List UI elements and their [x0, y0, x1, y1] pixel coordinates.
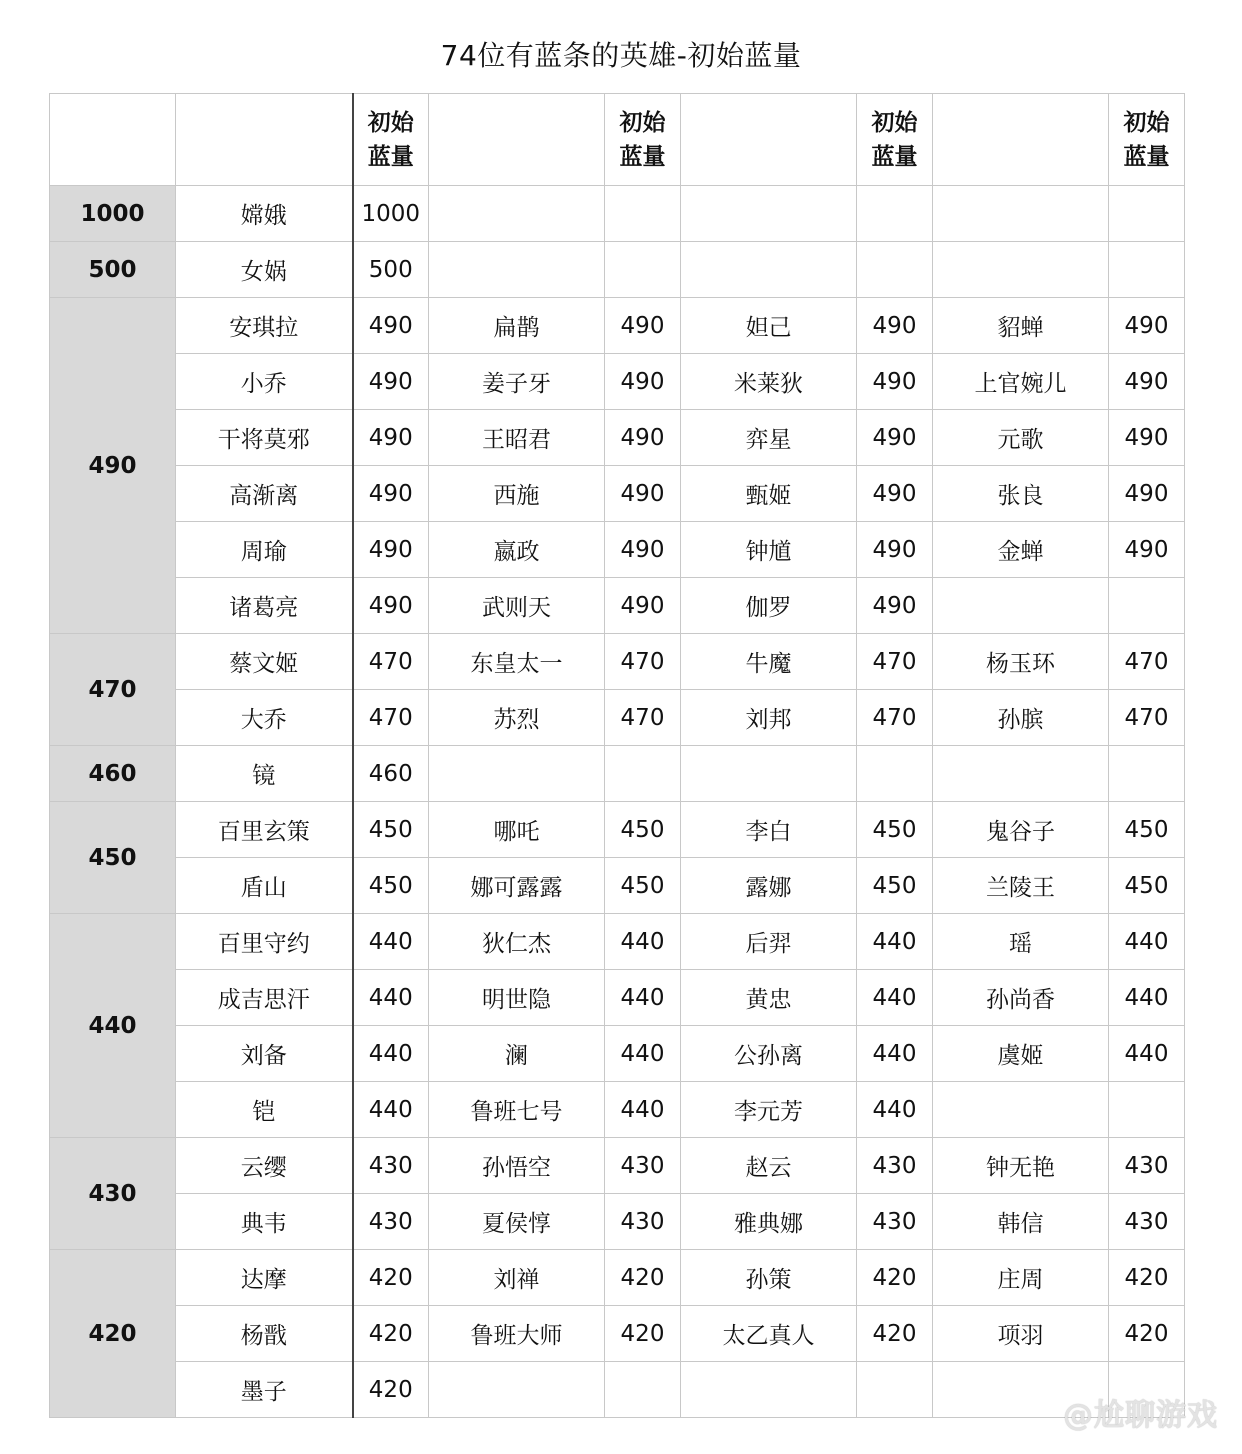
hero-name: 雅典娜 [681, 1194, 857, 1250]
hero-mana [857, 242, 933, 298]
table-row [50, 746, 1185, 802]
header-initial-mana: 初始 蓝量 [857, 94, 933, 186]
hero-mana [1109, 186, 1185, 242]
header-blank [429, 94, 605, 186]
hero-mana: 490 [353, 522, 429, 578]
table-row [50, 410, 1185, 466]
hero-name: 太乙真人 [681, 1306, 857, 1362]
hero-name: 鲁班大师 [429, 1306, 605, 1362]
mana-level-label: 1000 [50, 186, 176, 242]
table-row [50, 1306, 1185, 1362]
hero-mana: 450 [1109, 802, 1185, 858]
hero-name: 娜可露露 [429, 858, 605, 914]
hero-name: 刘邦 [681, 690, 857, 746]
hero-name: 孙悟空 [429, 1138, 605, 1194]
hero-name: 诸葛亮 [176, 578, 353, 634]
hero-name [681, 186, 857, 242]
table-row [50, 1362, 1185, 1418]
hero-mana: 450 [605, 858, 681, 914]
table-row [50, 690, 1185, 746]
hero-name: 李白 [681, 802, 857, 858]
hero-mana: 460 [353, 746, 429, 802]
hero-name: 夏侯惇 [429, 1194, 605, 1250]
hero-mana: 470 [857, 690, 933, 746]
hero-name: 狄仁杰 [429, 914, 605, 970]
hero-mana [1109, 746, 1185, 802]
hero-name: 嬴政 [429, 522, 605, 578]
hero-name: 哪吒 [429, 802, 605, 858]
hero-name: 妲己 [681, 298, 857, 354]
hero-mana: 450 [353, 802, 429, 858]
hero-mana: 490 [857, 522, 933, 578]
hero-name: 干将莫邪 [176, 410, 353, 466]
hero-name [429, 186, 605, 242]
table-row [50, 578, 1185, 634]
hero-name: 蔡文姬 [176, 634, 353, 690]
hero-mana: 430 [1109, 1194, 1185, 1250]
hero-name: 钟无艳 [933, 1138, 1109, 1194]
hero-mana: 450 [857, 802, 933, 858]
hero-name: 牛魔 [681, 634, 857, 690]
hero-mana: 440 [1109, 914, 1185, 970]
hero-name [681, 242, 857, 298]
hero-name [933, 186, 1109, 242]
mana-table [49, 93, 1185, 1418]
hero-name: 元歌 [933, 410, 1109, 466]
hero-mana: 500 [353, 242, 429, 298]
hero-name: 貂蝉 [933, 298, 1109, 354]
hero-name: 甄姬 [681, 466, 857, 522]
hero-name: 庄周 [933, 1250, 1109, 1306]
hero-mana: 490 [605, 522, 681, 578]
hero-name: 杨玉环 [933, 634, 1109, 690]
hero-name: 安琪拉 [176, 298, 353, 354]
hero-mana: 430 [857, 1138, 933, 1194]
header-initial-mana: 初始 蓝量 [1109, 94, 1185, 186]
hero-name: 鲁班七号 [429, 1082, 605, 1138]
hero-name [429, 746, 605, 802]
hero-name: 姜子牙 [429, 354, 605, 410]
hero-name: 达摩 [176, 1250, 353, 1306]
hero-mana: 490 [1109, 466, 1185, 522]
hero-mana: 490 [605, 578, 681, 634]
hero-mana [1109, 1082, 1185, 1138]
hero-mana: 440 [605, 1026, 681, 1082]
header-initial-mana: 初始 蓝量 [605, 94, 681, 186]
table-row [50, 1194, 1185, 1250]
hero-name: 苏烈 [429, 690, 605, 746]
table-row [50, 1082, 1185, 1138]
hero-mana: 440 [353, 1026, 429, 1082]
hero-name: 刘备 [176, 1026, 353, 1082]
mana-level-label: 430 [50, 1138, 176, 1250]
hero-name: 张良 [933, 466, 1109, 522]
hero-name: 王昭君 [429, 410, 605, 466]
hero-mana: 490 [857, 354, 933, 410]
hero-mana [857, 186, 933, 242]
table-row [50, 914, 1185, 970]
hero-mana: 490 [1109, 522, 1185, 578]
hero-name: 孙策 [681, 1250, 857, 1306]
hero-mana: 470 [353, 690, 429, 746]
hero-name: 大乔 [176, 690, 353, 746]
hero-mana: 430 [605, 1194, 681, 1250]
hero-name: 李元芳 [681, 1082, 857, 1138]
hero-name: 周瑜 [176, 522, 353, 578]
hero-mana: 1000 [353, 186, 429, 242]
mana-level-label: 490 [50, 298, 176, 634]
hero-name: 百里玄策 [176, 802, 353, 858]
table-row [50, 466, 1185, 522]
hero-name: 女娲 [176, 242, 353, 298]
hero-name: 弈星 [681, 410, 857, 466]
mana-level-label: 470 [50, 634, 176, 746]
header-blank [176, 94, 353, 186]
hero-name [429, 1362, 605, 1418]
hero-name: 铠 [176, 1082, 353, 1138]
hero-mana: 430 [353, 1194, 429, 1250]
hero-name: 项羽 [933, 1306, 1109, 1362]
hero-mana: 490 [353, 298, 429, 354]
hero-mana: 420 [857, 1306, 933, 1362]
hero-name: 东皇太一 [429, 634, 605, 690]
hero-name: 金蝉 [933, 522, 1109, 578]
header-row [50, 94, 1185, 186]
mana-level-label: 450 [50, 802, 176, 914]
hero-name: 西施 [429, 466, 605, 522]
hero-mana: 430 [857, 1194, 933, 1250]
hero-name [681, 746, 857, 802]
hero-name: 澜 [429, 1026, 605, 1082]
hero-mana: 470 [605, 634, 681, 690]
table-row [50, 634, 1185, 690]
hero-mana: 490 [1109, 298, 1185, 354]
hero-mana: 440 [1109, 1026, 1185, 1082]
table-row [50, 354, 1185, 410]
hero-name: 杨戬 [176, 1306, 353, 1362]
hero-mana: 490 [605, 410, 681, 466]
table-row [50, 186, 1185, 242]
table-row [50, 970, 1185, 1026]
hero-name: 典韦 [176, 1194, 353, 1250]
hero-mana: 490 [353, 466, 429, 522]
hero-mana: 440 [857, 914, 933, 970]
hero-name: 盾山 [176, 858, 353, 914]
mana-level-label: 500 [50, 242, 176, 298]
hero-mana: 470 [857, 634, 933, 690]
hero-mana: 420 [353, 1250, 429, 1306]
table-row [50, 242, 1185, 298]
hero-name: 钟馗 [681, 522, 857, 578]
hero-name: 伽罗 [681, 578, 857, 634]
watermark: @尬聊游戏 [1063, 1398, 1218, 1433]
table-row [50, 298, 1185, 354]
hero-name: 后羿 [681, 914, 857, 970]
hero-mana: 420 [605, 1250, 681, 1306]
hero-name: 上官婉儿 [933, 354, 1109, 410]
table-row [50, 858, 1185, 914]
hero-name: 瑶 [933, 914, 1109, 970]
hero-mana: 470 [605, 690, 681, 746]
header-blank [933, 94, 1109, 186]
hero-name: 露娜 [681, 858, 857, 914]
hero-mana [1109, 578, 1185, 634]
hero-name: 刘禅 [429, 1250, 605, 1306]
hero-mana: 490 [353, 354, 429, 410]
hero-name: 兰陵王 [933, 858, 1109, 914]
hero-name [933, 242, 1109, 298]
header-blank [681, 94, 857, 186]
hero-mana: 440 [857, 1082, 933, 1138]
hero-mana: 450 [605, 802, 681, 858]
hero-mana: 440 [353, 1082, 429, 1138]
hero-mana: 490 [605, 466, 681, 522]
hero-name: 成吉思汗 [176, 970, 353, 1026]
hero-mana: 470 [1109, 634, 1185, 690]
hero-mana: 440 [857, 970, 933, 1026]
hero-name: 赵云 [681, 1138, 857, 1194]
table-row [50, 1026, 1185, 1082]
hero-mana: 440 [353, 914, 429, 970]
hero-mana [1109, 242, 1185, 298]
hero-name: 武则天 [429, 578, 605, 634]
hero-mana: 450 [857, 858, 933, 914]
hero-mana [857, 746, 933, 802]
hero-mana: 490 [857, 298, 933, 354]
hero-name: 墨子 [176, 1362, 353, 1418]
hero-name: 韩信 [933, 1194, 1109, 1250]
hero-mana: 490 [1109, 410, 1185, 466]
mana-level-label: 420 [50, 1250, 176, 1418]
hero-name: 米莱狄 [681, 354, 857, 410]
hero-mana: 470 [353, 634, 429, 690]
hero-name: 孙尚香 [933, 970, 1109, 1026]
hero-mana: 430 [353, 1138, 429, 1194]
hero-name: 孙膑 [933, 690, 1109, 746]
hero-name: 小乔 [176, 354, 353, 410]
hero-mana [605, 1362, 681, 1418]
hero-mana: 450 [353, 858, 429, 914]
hero-mana: 420 [605, 1306, 681, 1362]
mana-level-label: 440 [50, 914, 176, 1138]
hero-name: 黄忠 [681, 970, 857, 1026]
table-row [50, 1138, 1185, 1194]
hero-name: 高渐离 [176, 466, 353, 522]
hero-name [681, 1362, 857, 1418]
hero-mana: 440 [353, 970, 429, 1026]
table-row [50, 1250, 1185, 1306]
hero-name: 明世隐 [429, 970, 605, 1026]
hero-mana: 490 [605, 298, 681, 354]
hero-name [429, 242, 605, 298]
hero-mana: 420 [857, 1250, 933, 1306]
hero-name: 云缨 [176, 1138, 353, 1194]
hero-name [933, 746, 1109, 802]
hero-name: 鬼谷子 [933, 802, 1109, 858]
hero-mana: 430 [605, 1138, 681, 1194]
hero-name: 嫦娥 [176, 186, 353, 242]
page-title: 74位有蓝条的英雄-初始蓝量 [440, 39, 802, 72]
hero-mana: 420 [1109, 1250, 1185, 1306]
hero-mana: 440 [1109, 970, 1185, 1026]
hero-mana: 440 [605, 970, 681, 1026]
hero-mana: 450 [1109, 858, 1185, 914]
hero-mana [605, 746, 681, 802]
hero-name [933, 578, 1109, 634]
header-blank [50, 94, 176, 186]
hero-mana [605, 242, 681, 298]
hero-mana: 490 [857, 466, 933, 522]
hero-mana: 470 [1109, 690, 1185, 746]
hero-name: 镜 [176, 746, 353, 802]
hero-mana: 490 [353, 410, 429, 466]
hero-name: 虞姬 [933, 1026, 1109, 1082]
hero-mana [857, 1362, 933, 1418]
hero-mana: 420 [353, 1306, 429, 1362]
hero-mana: 490 [605, 354, 681, 410]
hero-mana: 440 [857, 1026, 933, 1082]
hero-mana: 420 [1109, 1306, 1185, 1362]
hero-mana: 490 [857, 578, 933, 634]
hero-mana: 420 [353, 1362, 429, 1418]
hero-name [933, 1082, 1109, 1138]
table-row [50, 522, 1185, 578]
hero-mana: 490 [353, 578, 429, 634]
hero-mana: 440 [605, 914, 681, 970]
hero-name: 公孙离 [681, 1026, 857, 1082]
table-row [50, 802, 1185, 858]
mana-level-label: 460 [50, 746, 176, 802]
hero-name: 百里守约 [176, 914, 353, 970]
hero-mana: 430 [1109, 1138, 1185, 1194]
hero-mana: 490 [857, 410, 933, 466]
hero-mana [605, 186, 681, 242]
hero-mana: 490 [1109, 354, 1185, 410]
hero-name: 扁鹊 [429, 298, 605, 354]
hero-mana: 440 [605, 1082, 681, 1138]
header-initial-mana: 初始 蓝量 [353, 94, 429, 186]
